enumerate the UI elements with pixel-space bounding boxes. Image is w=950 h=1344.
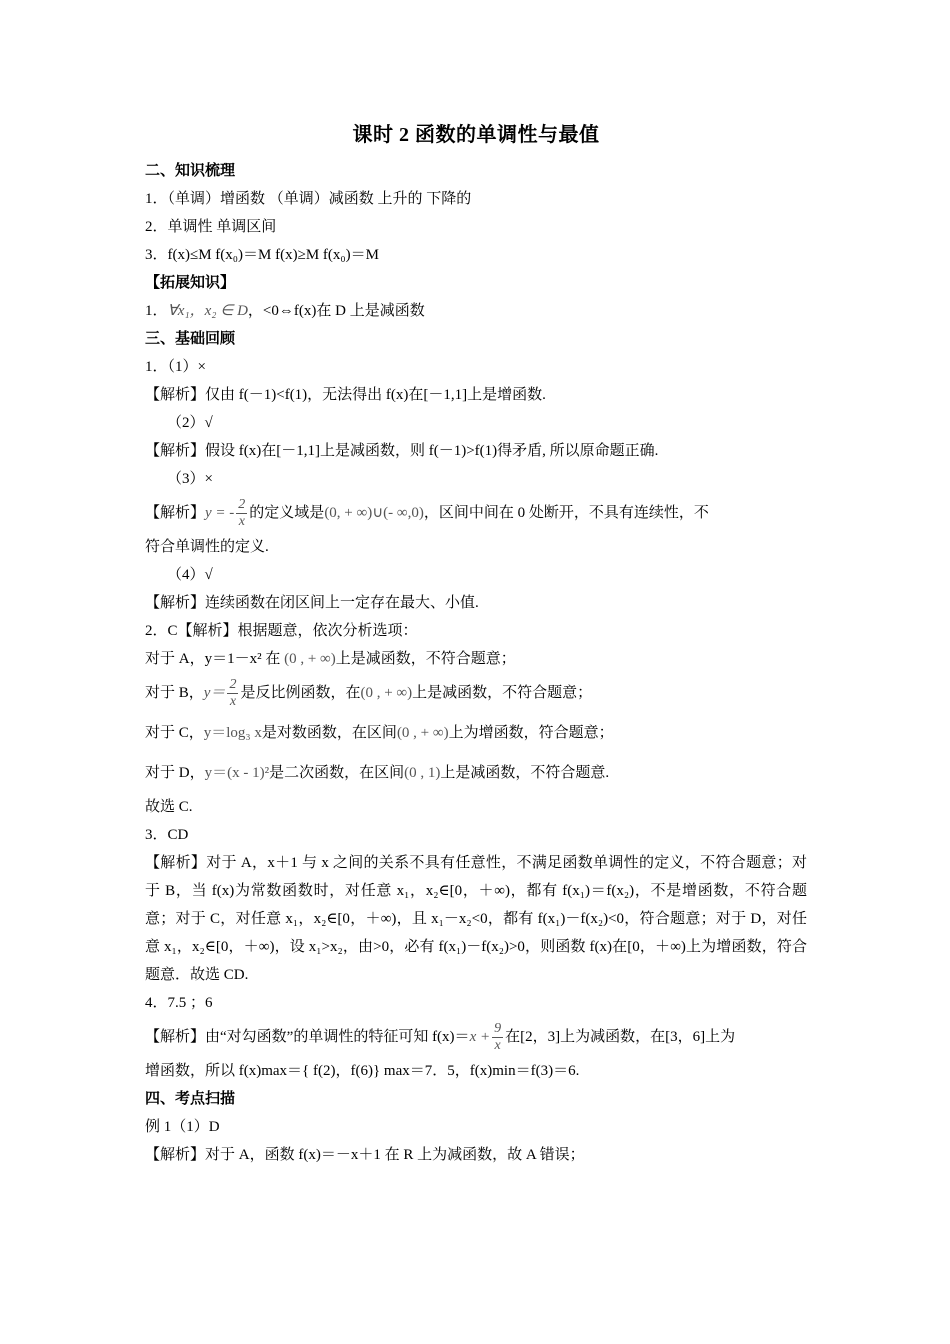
question-3: 3．CD xyxy=(145,827,189,843)
page-title: 课时 2 函数的单调性与最值 xyxy=(352,124,600,146)
knowledge-line-3: 3．f(x)≤M f(x₀)＝M f(x)≥M f(x₀)＝M xyxy=(145,247,379,263)
analysis-4: 【解析】连续函数在闭区间上一定存在最大、小值. xyxy=(145,595,479,611)
option-d-y: y＝(x - 1)² xyxy=(204,765,270,781)
option-b-fraction xyxy=(227,677,238,710)
section-heading-knowledge: 二、知识梳理 xyxy=(145,163,236,179)
knowledge-line-2: 2．单调性 单调区间 xyxy=(145,219,277,235)
option-a-interval: (0 , + ∞) xyxy=(284,651,336,667)
option-a-suffix: 上是减函数，不符合题意； xyxy=(335,651,516,667)
analysis-3 xyxy=(145,493,807,533)
analysis-3-mid: 的定义域是 xyxy=(249,505,325,521)
option-b-y: y＝ xyxy=(203,685,226,701)
option-b-suffix: 上是减函数，不符合题意； xyxy=(412,685,593,701)
extension-line-1-math: ∀x₁，x₂ ∈ D xyxy=(167,303,248,319)
question-2-option-d xyxy=(145,753,807,793)
extension-line-1-prefix: 1． xyxy=(145,303,168,319)
option-d-suffix: 上是减函数，不符合题意. xyxy=(440,765,610,781)
option-c-mid: 是对数函数，在区间 xyxy=(261,725,397,741)
analysis-3-y: y = - xyxy=(205,505,235,521)
analysis-q4-suffix: 在[2，3]上为减函数，在[3，6]上为 xyxy=(505,1029,736,1045)
analysis-1: 【解析】仅由 f(－1)<f(1)，无法得出 f(x)在[－1,1]上是增函数. xyxy=(145,387,546,403)
section-heading-review: 三、基础回顾 xyxy=(145,331,236,347)
question-2: 2．C【解析】根据题意，依次分析选项： xyxy=(145,623,418,639)
option-d-mid: 是二次函数，在区间 xyxy=(269,765,405,781)
section-heading-extension: 【拓展知识】 xyxy=(145,275,236,291)
extension-line-1-suffix: ，<0⇔f(x)在 D 上是减函数 xyxy=(247,303,425,319)
option-c-y: y＝log₃ x xyxy=(203,725,262,741)
option-c-suffix: 上为增函数，符合题意； xyxy=(448,725,614,741)
extension-line-1 xyxy=(145,297,807,325)
analysis-3-fraction xyxy=(236,497,247,530)
fraction-numerator: 2 xyxy=(238,497,246,513)
question-1-2: （2）√ xyxy=(167,415,213,431)
analysis-question-3: 【解析】对于 A，x＋1 与 x 之间的关系不具有任意性，不满足函数单调性的定义，不符合题意；对于 B，当 f(x)为常数函数时，对任意 x₁，x₂∈[0，＋∞)，都有 f(x₁)＝f(x₂)，不是增函数，不符合题意；对于 C，对任意 x₁，x₂∈[0，＋∞)，且 x₁－x₂<0，都有 f(x₁)－f(x₂)<0，符合题意；对于 D，对任意 x₁，x₂∈[0，＋∞)，设 x₁>x₂，由>0，必有 f(x₁)－f(x₂)>0，则函数 f(x)在[0，＋∞)上为增函数，符合题意．故选 CD. xyxy=(145,855,807,983)
option-b-mid: 是反比例函数，在 xyxy=(240,685,361,701)
option-d-prefix: 对于 D， xyxy=(145,765,205,781)
option-a-prefix: 对于 A，y＝1－x² 在 xyxy=(145,651,281,667)
analysis-3-continued: 符合单调性的定义. xyxy=(145,539,269,555)
analysis-2: 【解析】假设 f(x)在[－1,1]上是减函数，则 f(－1)>f(1)得矛盾, 所以原命题正确. xyxy=(145,443,659,459)
analysis-3-suffix: ，区间中间在 0 处断开，不具有连续性，不 xyxy=(423,505,709,521)
analysis-q4-fraction xyxy=(492,1021,503,1054)
fraction-denominator: x xyxy=(238,514,245,530)
fraction-numerator: 9 xyxy=(494,1021,502,1037)
question-4: 4．7.5 ；6 xyxy=(145,995,213,1011)
fraction-numerator: 2 xyxy=(229,677,237,693)
analysis-3-domain: (0, + ∞)∪(- ∞,0) xyxy=(324,505,424,521)
question-2-conclusion: 故选 C. xyxy=(145,799,193,815)
question-1-3: （3）× xyxy=(167,471,213,487)
fraction-denominator: x xyxy=(229,694,237,710)
option-c-interval: (0 , + ∞) xyxy=(396,725,449,741)
analysis-q4-prefix: 【解析】由“对勾函数”的单调性的特征可知 f(x)＝ xyxy=(145,1029,470,1045)
analysis-3-prefix: 【解析】 xyxy=(145,505,206,521)
analysis-q4-x: x + xyxy=(469,1029,491,1045)
question-2-option-a xyxy=(145,645,807,673)
section-heading-scan: 四、考点扫描 xyxy=(145,1091,236,1107)
option-d-interval: (0 , 1) xyxy=(404,765,441,781)
option-c-prefix: 对于 C， xyxy=(145,725,204,741)
knowledge-line-1: 1．（单调）增函数 （单调）减函数 上升的 下降的 xyxy=(145,191,472,207)
question-2-option-c xyxy=(145,713,807,753)
document-page xyxy=(145,118,807,1169)
option-b-prefix: 对于 B， xyxy=(145,685,204,701)
question-1-4: （4）√ xyxy=(167,567,213,583)
example-1-analysis: 【解析】对于 A，函数 f(x)＝－x＋1 在 R 上为减函数，故 A 错误； xyxy=(145,1147,585,1163)
analysis-question-4 xyxy=(145,1017,807,1057)
question-2-option-b xyxy=(145,673,807,713)
example-1: 例 1（1）D xyxy=(145,1119,220,1135)
fraction-denominator: x xyxy=(494,1038,501,1054)
option-b-interval: (0 , + ∞) xyxy=(360,685,413,701)
analysis-question-4-continued: 增函数，所以 f(x)max＝{ f(2)，f(6)} max＝7．5，f(x)min＝f(3)＝6. xyxy=(145,1063,580,1079)
question-1: 1．（1）× xyxy=(145,359,206,375)
